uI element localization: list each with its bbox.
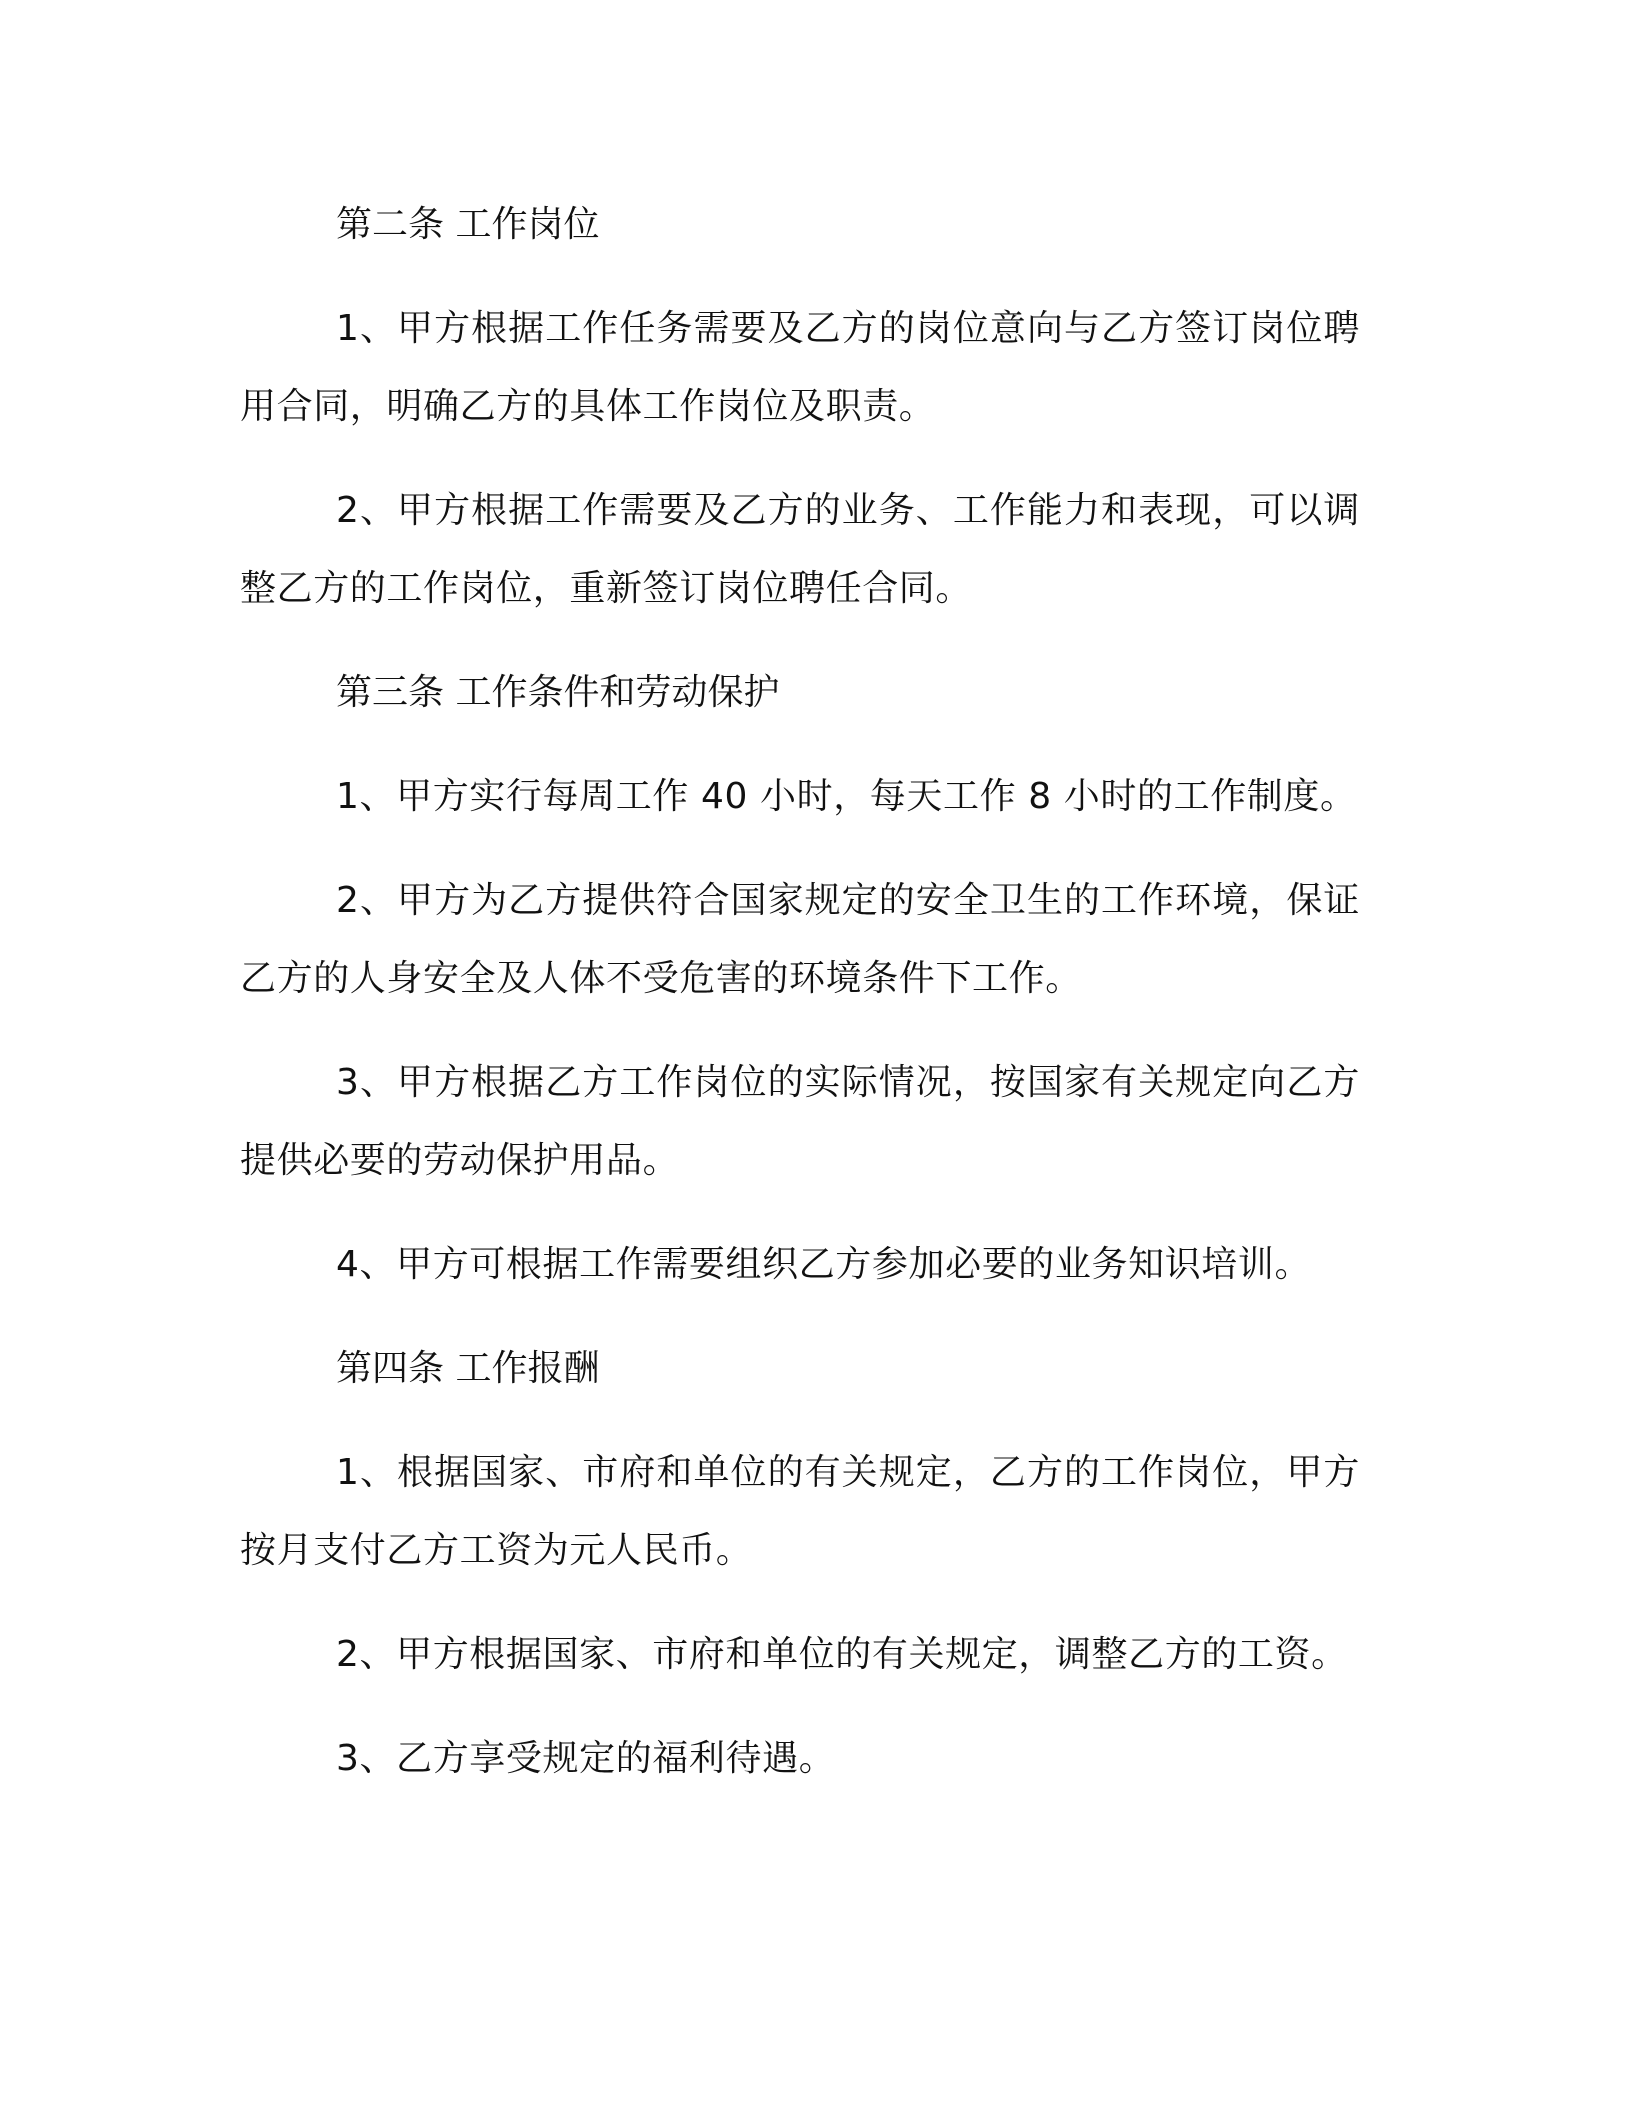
clause-paragraph: 3、乙方享受规定的福利待遇。	[336, 1738, 836, 1779]
article-heading: 第三条 工作条件和劳动保护	[336, 672, 780, 713]
article-heading: 第二条 工作岗位	[336, 204, 600, 245]
document-body	[240, 186, 1360, 1824]
clause-paragraph: 3、甲方根据乙方工作岗位的实际情况，按国家有关规定向乙方提供必要的劳动保护用品。	[240, 1062, 1360, 1181]
clause-paragraph: 2、甲方为乙方提供符合国家规定的安全卫生的工作环境，保证乙方的人身安全及人体不受危害的环境条件下工作。	[240, 880, 1360, 999]
clause-paragraph: 2、甲方根据国家、市府和单位的有关规定，调整乙方的工资。	[336, 1634, 1348, 1675]
clause-paragraph: 1、甲方根据工作任务需要及乙方的岗位意向与乙方签订岗位聘用合同，明确乙方的具体工作岗位及职责。	[240, 308, 1360, 427]
clause-paragraph: 4、甲方可根据工作需要组织乙方参加必要的业务知识培训。	[336, 1244, 1312, 1285]
article-heading: 第四条 工作报酬	[336, 1348, 600, 1389]
clause-paragraph: 1、甲方实行每周工作 40 小时，每天工作 8 小时的工作制度。	[336, 776, 1357, 817]
clause-paragraph: 2、甲方根据工作需要及乙方的业务、工作能力和表现，可以调整乙方的工作岗位，重新签订岗位聘任合同。	[240, 490, 1360, 609]
clause-paragraph: 1、根据国家、市府和单位的有关规定，乙方的工作岗位，甲方按月支付乙方工资为元人民币。	[240, 1452, 1360, 1571]
